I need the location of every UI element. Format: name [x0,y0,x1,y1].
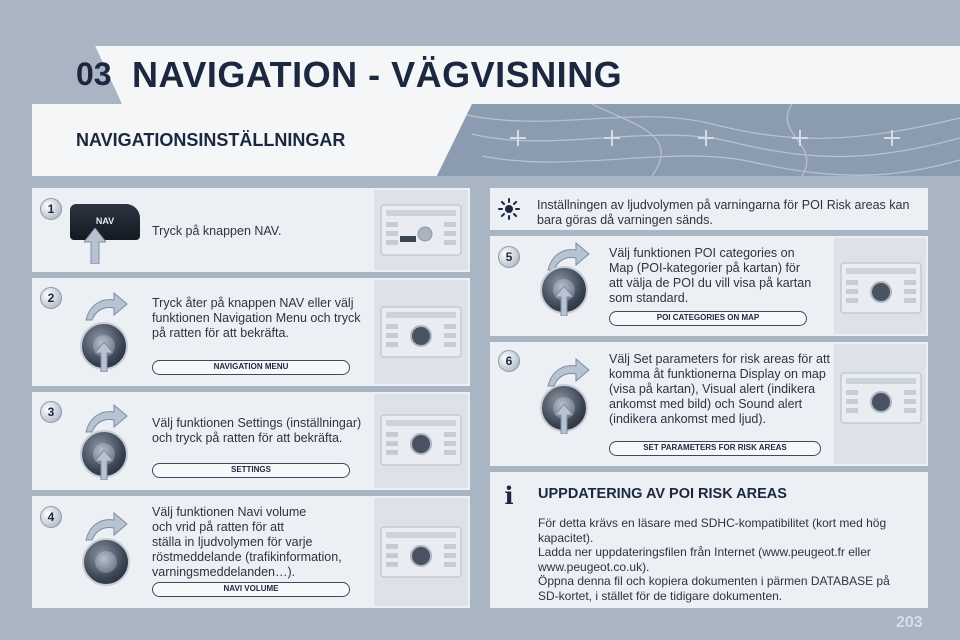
step-badge-2: 2 [40,287,62,309]
step-text-5: Välj funktionen POI categories on Map (POI-kategorier på kartan) för att välja de POI du vill visa på kartan som standard. [609,246,812,305]
press-arrow-icon [555,286,573,316]
radio-unit-illustration [840,372,922,424]
menu-label-settings[interactable]: SETTINGS [152,463,350,478]
radio-unit-illustration [380,526,462,578]
step-text-1: Tryck på knappen NAV. [152,224,282,238]
step-badge-4: 4 [40,506,62,528]
section-title: NAVIGATIONSINSTÄLLNINGAR [76,130,346,150]
chapter-number: 03 [76,56,112,92]
press-arrow-icon [555,404,573,434]
page-number: 203 [896,614,923,631]
step-badge-3: 3 [40,401,62,423]
press-arrow-icon [95,342,113,372]
radio-unit-illustration [380,306,462,358]
radio-unit-illustration [380,414,462,466]
step-badge-5: 5 [498,246,520,268]
step-text-2: Tryck åter på knappen NAV eller välj funktionen Navigation Menu och tryck på ratten för att bekräfta. [152,296,361,340]
menu-label-navi-volume[interactable]: NAVI VOLUME [152,582,350,597]
tip-text: Inställningen av ljudvolymen på varningarna för POI Risk areas kan bara göras då varningen sänds. [537,198,910,227]
radio-unit-illustration [380,204,462,256]
sun-icon [498,198,520,220]
step-badge-1: 1 [40,198,62,220]
page-title: NAVIGATION - VÄGVISNING [132,54,623,95]
info-icon: i [504,481,514,510]
nav-button[interactable]: NAV [70,204,140,240]
press-arrow-icon [84,228,106,264]
info-title: UPPDATERING AV POI RISK AREAS [538,486,787,502]
menu-label-poi-categories-on-map[interactable]: POI CATEGORIES ON MAP [609,311,807,326]
menu-label-navigation-menu[interactable]: NAVIGATION MENU [152,360,350,375]
step-text-3: Välj funktionen Settings (inställningar) och tryck på ratten för att bekräfta. [152,416,362,445]
radio-unit-illustration [840,262,922,314]
info-text: För detta krävs en läsare med SDHC-kompatibilitet (kort med hög kapacitet). Ladda ner uppdateringsfilen från Internet (www.peugeot.fr eller www.peugeot.co.uk). Öppna denna fil och kopiera dokumenten i pärmen DATABASE på SD-kortet, i stället för de tidigare dokumenten. [538,516,890,603]
step-text-6: Välj Set parameters for risk areas för att komma åt funktionerna Display on map (visa på kartan), Visual alert (indikera ankomst med bild) och Sound alert (indikera ankomst med ljud). [609,352,830,426]
step-text-4: Välj funktionen Navi volume och vrid på ratten för att ställa in ljudvolymen för varje röstmeddelande (trafikinformation, varningsmeddelanden…). [152,505,342,579]
press-arrow-icon [95,450,113,480]
step-badge-6: 6 [498,350,520,372]
rotate-arrow-icon [84,292,128,322]
control-knob[interactable] [82,538,130,586]
menu-label-set-parameters-for-risk-areas[interactable]: SET PARAMETERS FOR RISK AREAS [609,441,821,456]
